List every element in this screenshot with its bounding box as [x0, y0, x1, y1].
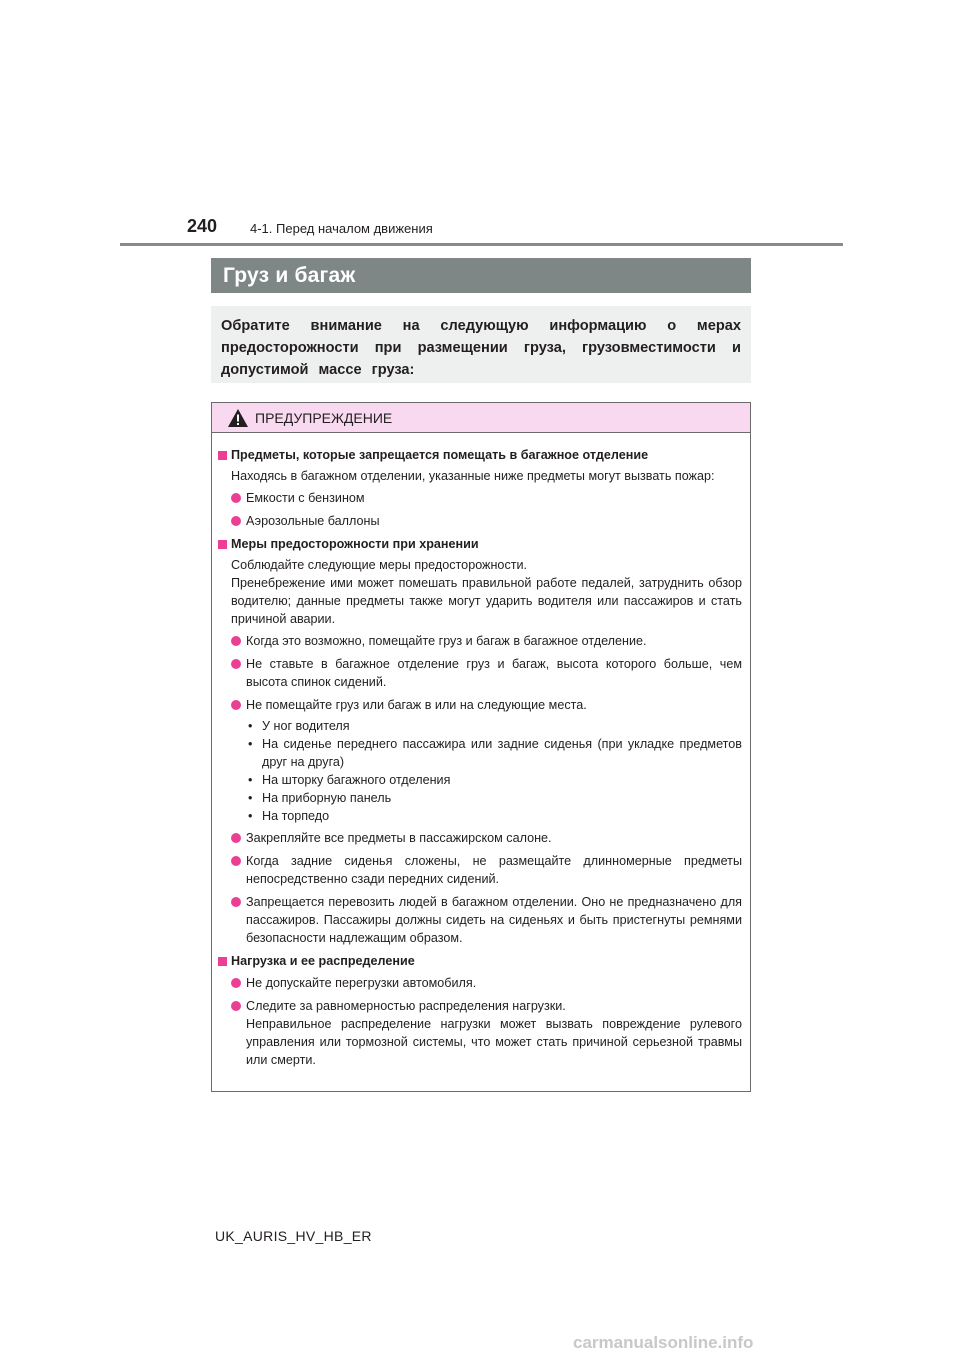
list-item: Емкости с бензином — [218, 489, 742, 507]
round-bullet-icon — [231, 493, 241, 503]
list-item: Аэрозольные баллоны — [218, 512, 742, 530]
list-item: Закрепляйте все предметы в пассажирском салоне. — [218, 829, 742, 847]
square-bullet-icon — [218, 957, 227, 966]
sub-list-item: • На сиденье переднего пассажира или задние сиденья (при укладке предметов друг на друга) — [248, 737, 742, 769]
warning-body — [212, 433, 750, 1069]
round-bullet-icon — [231, 897, 241, 907]
list-item: Не помещайте груз или багаж в или на следующие места. — [218, 696, 742, 714]
round-bullet-icon — [231, 700, 241, 710]
warning-triangle-icon — [227, 408, 249, 428]
round-bullet-icon — [231, 659, 241, 669]
watermark: carmanualsonline.info — [573, 1333, 754, 1352]
sub-list-item: • На торпедо — [248, 809, 330, 823]
section-path: 4-1. Перед началом движения — [250, 221, 433, 236]
round-bullet-icon — [231, 516, 241, 526]
section-paragraph: Соблюдайте следующие меры предосторожности. Пренебрежение ими может помешать правильной работе педалей, затруднить обзор водителю; данные предметы также могут ударить водителя или пассажиров и стать причиной аварии. — [231, 558, 742, 626]
page-header — [0, 0, 960, 250]
sub-list-item: • У ног водителя — [248, 719, 350, 733]
sub-list-item: • На приборную панель — [248, 791, 392, 805]
list-item: Когда это возможно, помещайте груз и багаж в багажное отделение. — [218, 632, 742, 650]
intro-box — [211, 306, 751, 383]
sub-list — [218, 717, 742, 825]
section-paragraph: Находясь в багажном отделении, указанные ниже предметы могут вызвать пожар: — [231, 469, 715, 483]
warning-section-heading: Нагрузка и ее распределение — [218, 952, 742, 970]
section-title: Груз и багаж — [223, 263, 356, 287]
list-item: Не ставьте в багажное отделение груз и багаж, высота которого больше, чем высота спинок сидений. — [218, 655, 742, 691]
section-title-bar — [211, 258, 751, 293]
warning-section-heading: Меры предосторожности при хранении — [218, 535, 742, 553]
warning-title: ПРЕДУПРЕЖДЕНИЕ — [255, 409, 393, 426]
warning-box — [211, 402, 751, 1092]
list-item: Не допускайте перегрузки автомобиля. — [218, 974, 742, 992]
square-bullet-icon — [218, 451, 227, 460]
round-bullet-icon — [231, 833, 241, 843]
round-bullet-icon — [231, 636, 241, 646]
list-item: Запрещается перевозить людей в багажном отделении. Оно не предназначено для пассажиров. Пассажиры должны сидеть на сиденьях и быть пристегнуты ремнями безопасности надлежащим образом. — [218, 893, 742, 947]
warning-header — [212, 403, 750, 433]
header-rule — [120, 243, 843, 246]
warning-section-heading: Предметы, которые запрещается помещать в багажное отделение — [218, 446, 742, 464]
round-bullet-icon — [231, 856, 241, 866]
list-item: Когда задние сиденья сложены, не размещайте длинномерные предметы непосредственно сзади передних сидений. — [218, 852, 742, 888]
round-bullet-icon — [231, 978, 241, 988]
page-number: 240 — [187, 216, 218, 236]
round-bullet-icon — [231, 1001, 241, 1011]
sub-list-item: • На шторку багажного отделения — [248, 773, 451, 787]
square-bullet-icon — [218, 540, 227, 549]
document-code: UK_AURIS_HV_HB_ER — [215, 1228, 372, 1244]
list-item: Следите за равномерностью распределения нагрузки. Неправильное распределение нагрузки может вызвать повреждение рулевого управления или тормозной системы, что может стать причиной серьезной травмы или смерти. — [218, 997, 742, 1069]
intro-text: Обратите внимание на следующую информацию о мерах предосторожности при размещении груза, грузовместимости и допустимой массе груза: — [221, 318, 741, 378]
